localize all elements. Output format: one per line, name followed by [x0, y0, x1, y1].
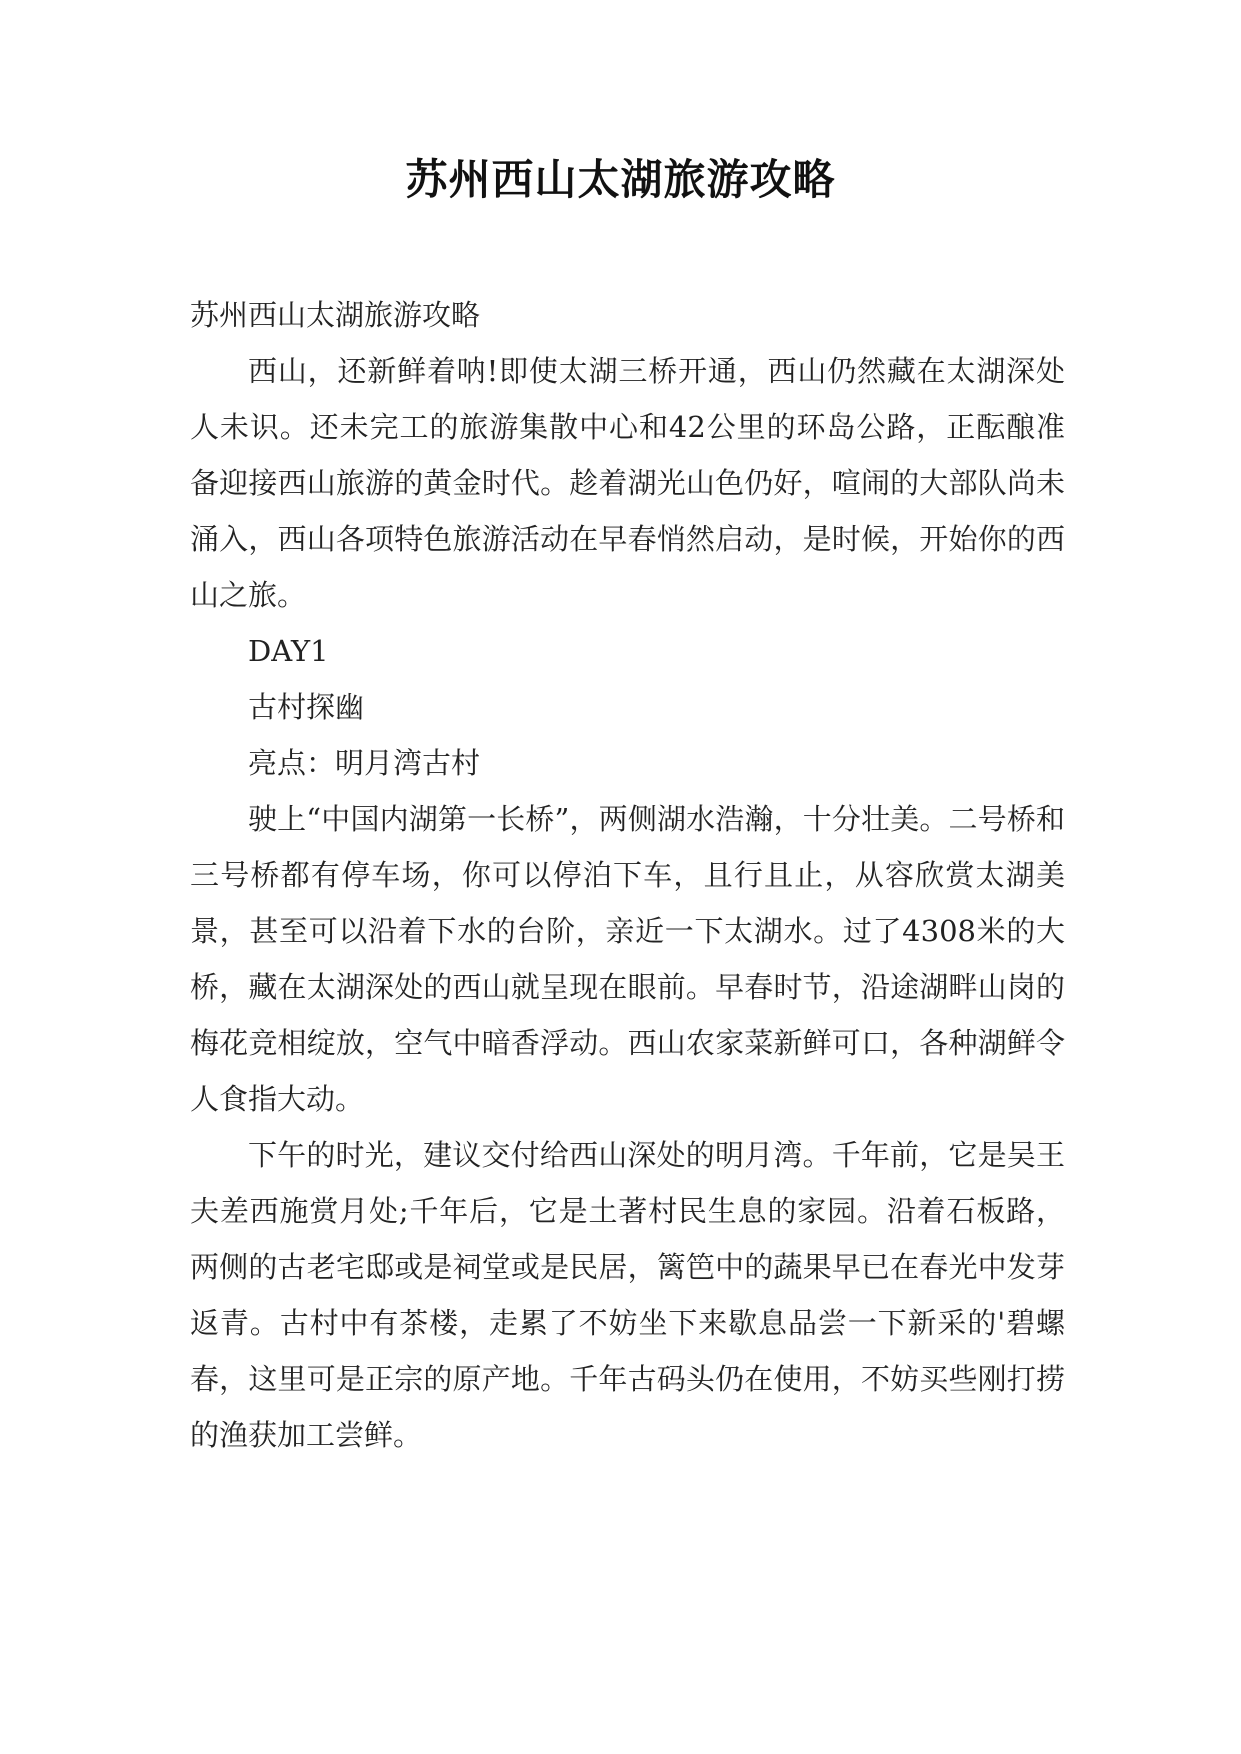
- afternoon-paragraph: 下午的时光，建议交付给西山深处的明月湾。千年前，它是吴王夫差西施赏月处;千年后，它是土著村民生息的家园。沿着石板路，两侧的古老宅邸或是祠堂或是民居，篱笆中的蔬果早已在春光中发芽返青。古村中有茶楼，走累了不妨坐下来歇息品尝一下新采的'碧螺春，这里可是正宗的原产地。千年古码头仍在使用，不妨买些刚打捞的渔获加工尝鲜。: [190, 1138, 1065, 1452]
- document-body: [190, 287, 1065, 1463]
- document-title: 苏州西山太湖旅游攻略: [405, 155, 836, 204]
- highlight-line: 亮点：明月湾古村: [248, 746, 481, 780]
- subtitle-paragraph: 苏州西山太湖旅游攻略: [190, 298, 481, 332]
- intro-paragraph: 西山，还新鲜着呐!即使太湖三桥开通，西山仍然藏在太湖深处人未识。还未完工的旅游集散中心和42公里的环岛公路，正酝酿准备迎接西山旅游的黄金时代。趁着湖光山色仍好，喧闹的大部队尚未涌入，西山各项特色旅游活动在早春悄然启动，是时候，开始你的西山之旅。: [190, 354, 1065, 612]
- bridge-paragraph: 驶上“中国内湖第一长桥”，两侧湖水浩瀚，十分壮美。二号桥和三号桥都有停车场，你可以停泊下车，且行且止，从容欣赏太湖美景，甚至可以沿着下水的台阶，亲近一下太湖水。过了4308米的大桥，藏在太湖深处的西山就呈现在眼前。早春时节，沿途湖畔山岗的梅花竞相绽放，空气中暗香浮动。西山农家菜新鲜可口，各种湖鲜令人食指大动。: [190, 802, 1065, 1116]
- section-heading: 古村探幽: [248, 690, 365, 724]
- day-heading: DAY1: [248, 634, 329, 668]
